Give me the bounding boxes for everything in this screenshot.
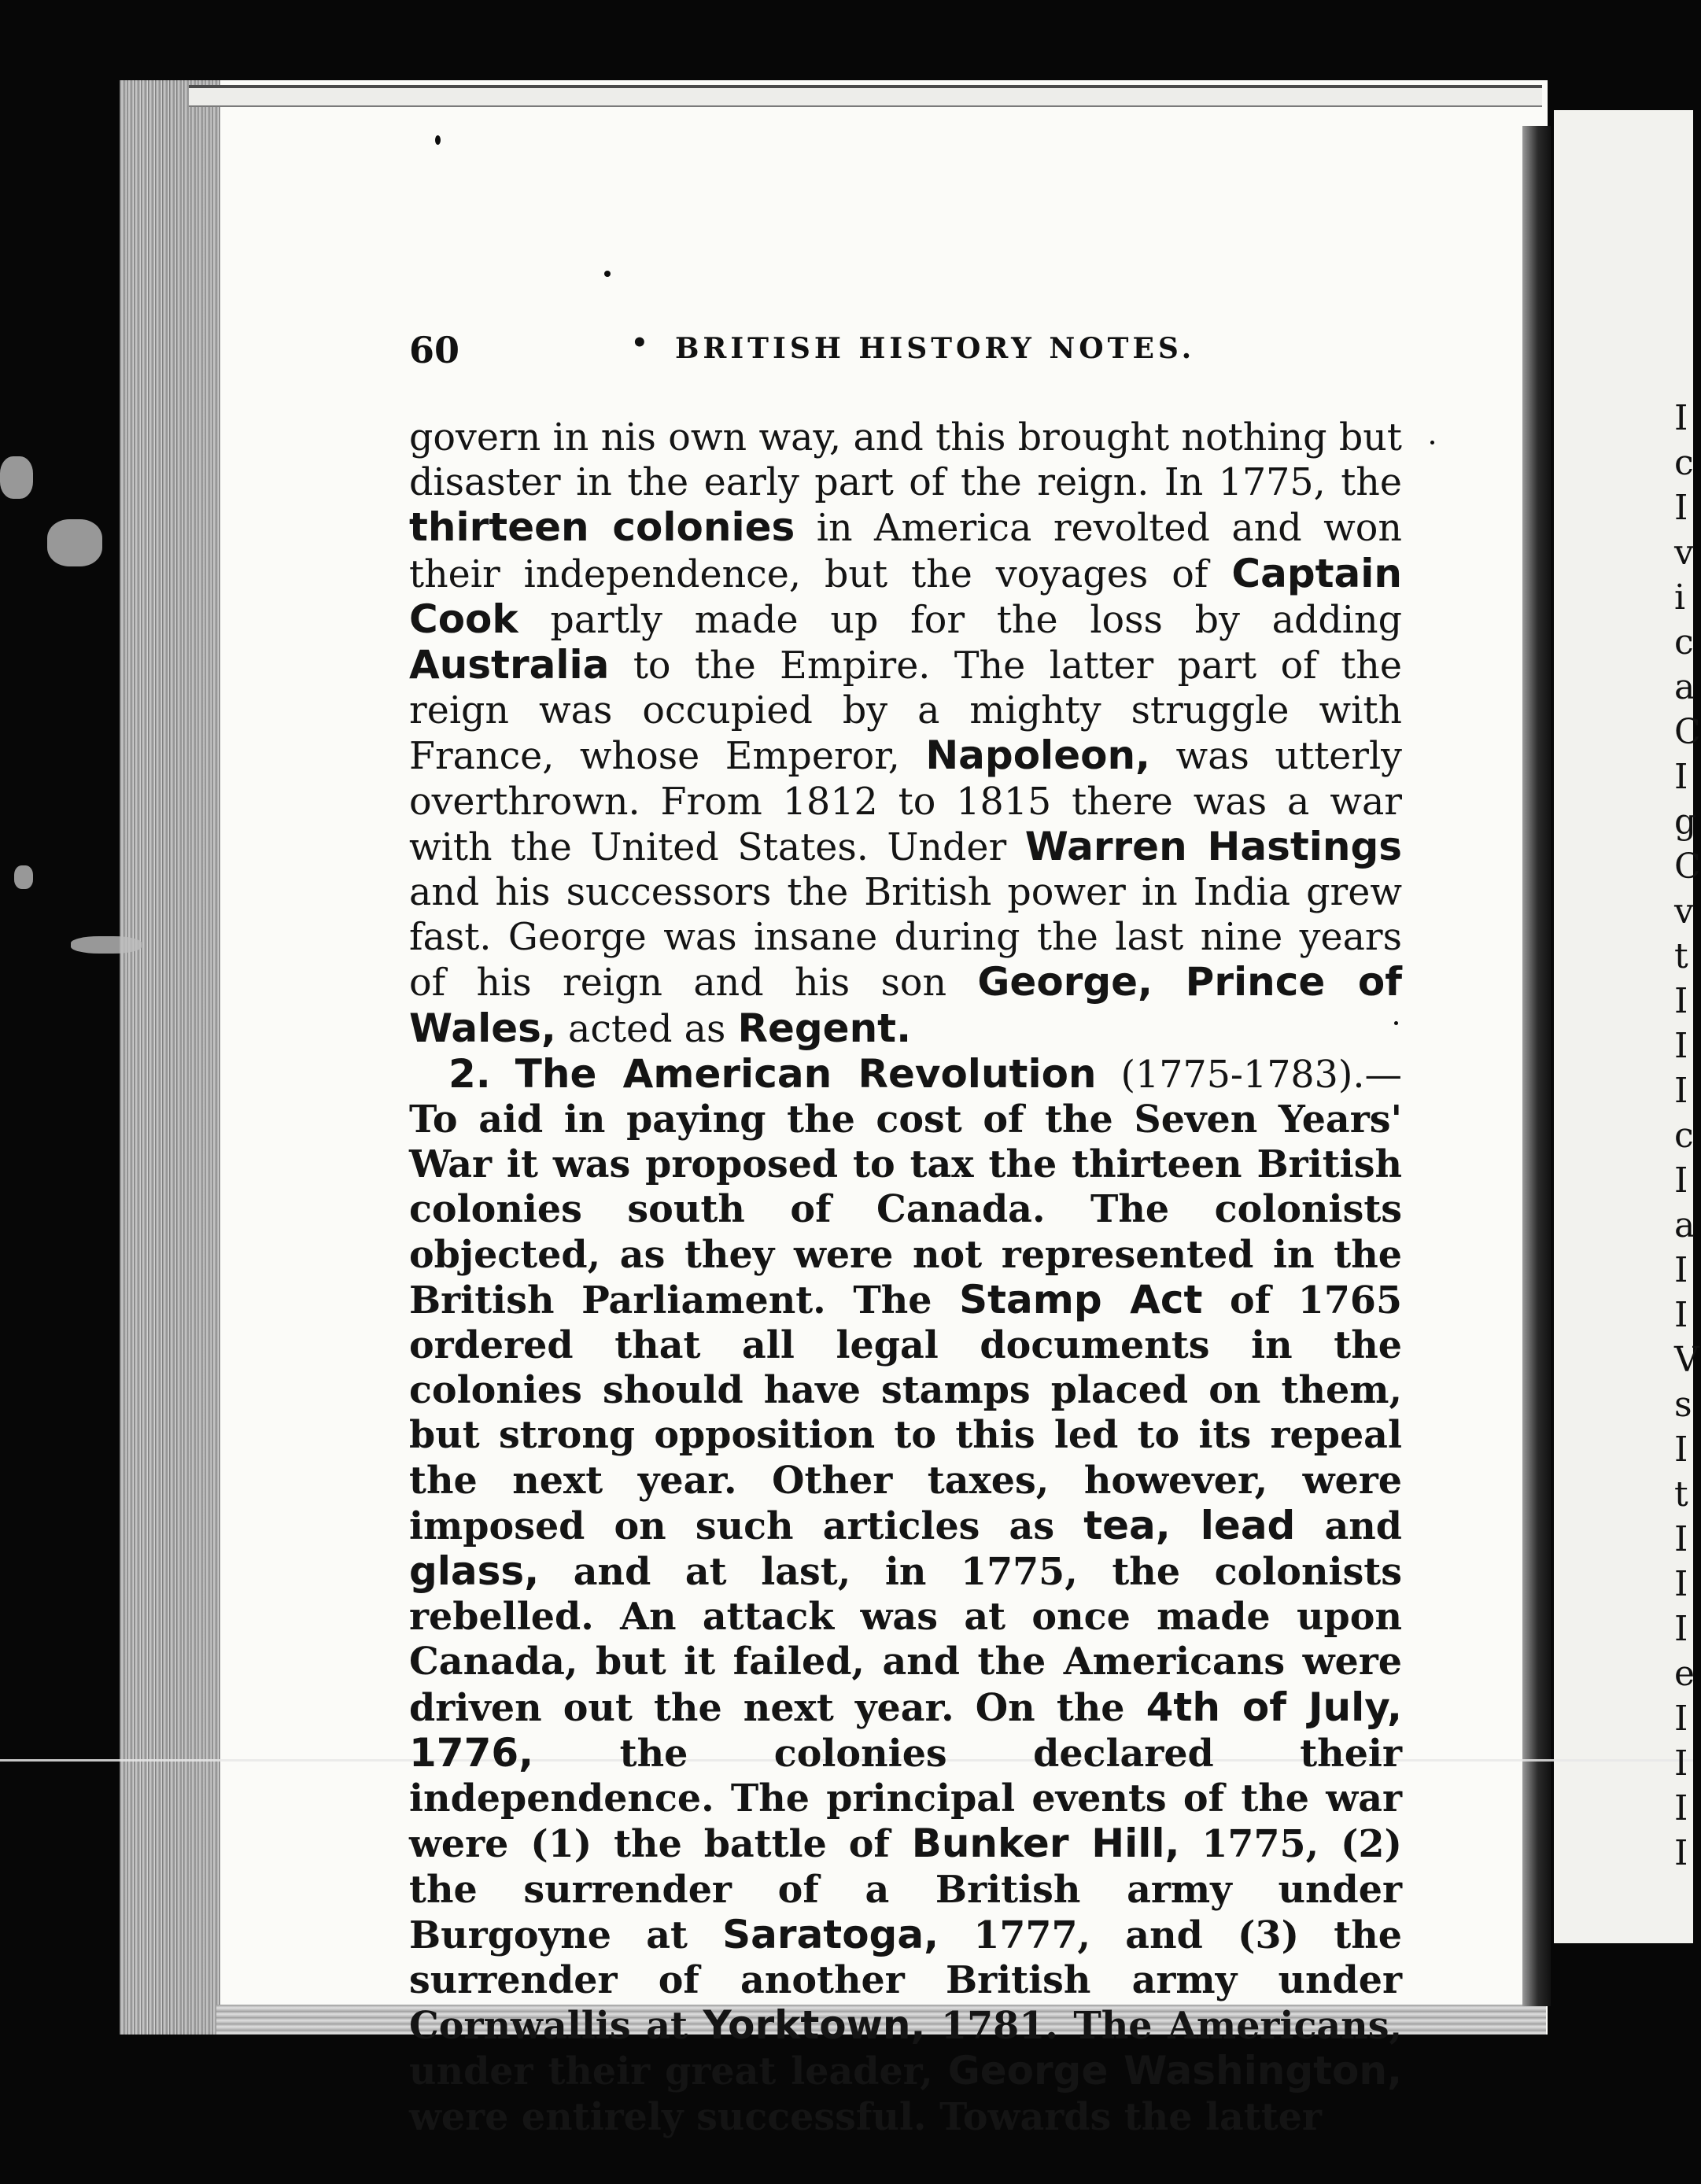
facing-page-letter: I bbox=[1674, 1250, 1688, 1290]
body-text bbox=[409, 415, 1402, 2140]
text-run: and his successors the British power in India grew fast. George was insane during the last nine years of his reign and his son bbox=[409, 871, 1402, 1005]
facing-page-letter: I bbox=[1674, 1071, 1688, 1111]
section-number: 2. bbox=[448, 1050, 491, 1097]
text-run: was utterly overthrown. From 1812 to 1815 there was a war with the United States. Under bbox=[409, 735, 1402, 869]
facing-page-letter: I bbox=[1674, 981, 1688, 1021]
facing-page-letter: I bbox=[1674, 1699, 1688, 1739]
scan-smudge bbox=[0, 456, 33, 499]
book-gutter bbox=[1522, 126, 1551, 2006]
facing-page-letter: c bbox=[1674, 622, 1694, 662]
highlight-term: George, Prince of Wales, bbox=[409, 959, 1402, 1051]
highlight-term: glass, bbox=[409, 1548, 540, 1595]
facing-page-letter: I bbox=[1674, 1564, 1688, 1604]
highlight-term: 4th of July, 1776, bbox=[409, 1684, 1402, 1776]
facing-page-letter: C bbox=[1674, 712, 1701, 752]
text-run: and bbox=[1295, 1503, 1403, 1548]
highlight-term: tea, lead bbox=[1083, 1502, 1296, 1548]
text-run: and at last, in 1775, the colonists rebelled. An attack was at once made upon Canada, but it failed, and the Americans were driven out the next year. On the bbox=[409, 1550, 1402, 1730]
highlight-term: Bunker Hill, bbox=[911, 1821, 1180, 1867]
facing-page-letter: a bbox=[1674, 667, 1695, 707]
scan-smudge bbox=[71, 936, 142, 954]
page-number: 60 bbox=[409, 329, 460, 371]
facing-page-letter: I bbox=[1674, 398, 1688, 438]
facing-page-letter: i bbox=[1674, 577, 1686, 618]
text-run: the colonies declared their independence. The principal events of the war were (1) the battle of bbox=[409, 1731, 1402, 1867]
highlight-term: Captain Cook bbox=[409, 550, 1402, 642]
facing-page-letter: C bbox=[1674, 847, 1701, 887]
text-run: to the Empire. The latter part of the reign was occupied by a mighty struggle with France, whose Emperor, bbox=[409, 644, 1402, 779]
facing-page-letter: t bbox=[1674, 936, 1688, 976]
bullet-mark: • bbox=[631, 327, 652, 359]
facing-page-letter: I bbox=[1674, 1026, 1688, 1066]
facing-page-letter: I bbox=[1674, 1160, 1688, 1201]
facing-page-letter: I bbox=[1674, 1743, 1688, 1784]
facing-page-letter: I bbox=[1674, 488, 1688, 528]
facing-page-letter: V bbox=[1674, 1340, 1699, 1380]
facing-page-letter: I bbox=[1674, 757, 1688, 797]
text-run: To aid in paying the cost of the Seven Years' War it was proposed to tax the thirteen British colonies south of Canada. The colonists objected, as they were not represented in the British Parliament. The bbox=[409, 1098, 1402, 1323]
running-head-title: BRITISH HISTORY NOTES. bbox=[675, 332, 1196, 365]
text-run: 1775, (2) the surrender of a British army under Burgoyne at bbox=[409, 1822, 1402, 1957]
dust-speck bbox=[435, 135, 441, 145]
highlight-term: Napoleon, bbox=[925, 732, 1151, 779]
facing-page-letter: v bbox=[1674, 891, 1694, 932]
text-run: govern in nis own way, and this brought nothing but disaster in the early part of the reign. In 1775, the bbox=[409, 416, 1402, 505]
text-run: 1781. The Americans, under their great leader, bbox=[409, 2004, 1402, 2094]
highlight-term: Australia bbox=[409, 642, 610, 688]
highlight-term: Regent. bbox=[737, 1005, 912, 1051]
facing-page-letter: c bbox=[1674, 1116, 1694, 1156]
text-run: were entirely successful. Towards the latter bbox=[409, 2094, 1322, 2139]
facing-page-letter: v bbox=[1674, 533, 1694, 573]
highlight-term: thirteen colonies bbox=[409, 504, 795, 551]
facing-page-letter: t bbox=[1674, 1474, 1688, 1514]
facing-page-letter: I bbox=[1674, 1609, 1688, 1649]
dust-speck bbox=[1430, 441, 1434, 445]
dust-speck bbox=[604, 271, 611, 277]
facing-page-letter: a bbox=[1674, 1205, 1695, 1245]
facing-page-letter: I bbox=[1674, 1788, 1688, 1828]
page-edges bbox=[120, 80, 220, 2035]
facing-page-letter: e bbox=[1674, 1654, 1695, 1694]
paragraph-1 bbox=[409, 415, 1402, 1052]
highlight-term: Saratoga, bbox=[722, 1911, 939, 1957]
running-head bbox=[409, 329, 1400, 376]
facing-page-letter: c bbox=[1674, 443, 1694, 483]
page-top-edge bbox=[189, 85, 1542, 107]
scan-smudge bbox=[47, 519, 102, 566]
section-heading: The American Revolution bbox=[515, 1050, 1097, 1097]
facing-page-letter: I bbox=[1674, 1430, 1688, 1470]
facing-page-letter: I bbox=[1674, 1519, 1688, 1559]
facing-page-letter: g bbox=[1674, 802, 1697, 842]
text-run: partly made up for the loss by adding bbox=[518, 598, 1402, 642]
highlight-term: Warren Hastings bbox=[1024, 823, 1403, 869]
text-run: acted as bbox=[555, 1007, 738, 1051]
paragraph-2 bbox=[409, 1052, 1402, 2140]
text-run: 1777, and (3) the surrender of another British army under Cornwallis at bbox=[409, 1913, 1402, 2049]
highlight-term: Stamp Act bbox=[959, 1276, 1203, 1323]
highlight-term: Yorktown, bbox=[703, 2002, 926, 2049]
scan-smudge bbox=[14, 865, 33, 889]
facing-page-letter: I bbox=[1674, 1833, 1688, 1873]
text-run: in America revolted and won their independence, but the voyages of bbox=[409, 507, 1403, 596]
facing-page-letter: I bbox=[1674, 1295, 1688, 1335]
section-dates: (1775-1783).— bbox=[1096, 1053, 1402, 1097]
highlight-term: George Washington, bbox=[947, 2048, 1402, 2094]
facing-page-letter: s bbox=[1674, 1385, 1692, 1425]
text-run: of 1765 ordered that all legal documents in the colonies should have stamps placed on them, but strong opposition to this led to its repeal the next year. Other taxes, however, were imposed on such articles as bbox=[409, 1278, 1402, 1548]
facing-page bbox=[1554, 110, 1693, 1943]
